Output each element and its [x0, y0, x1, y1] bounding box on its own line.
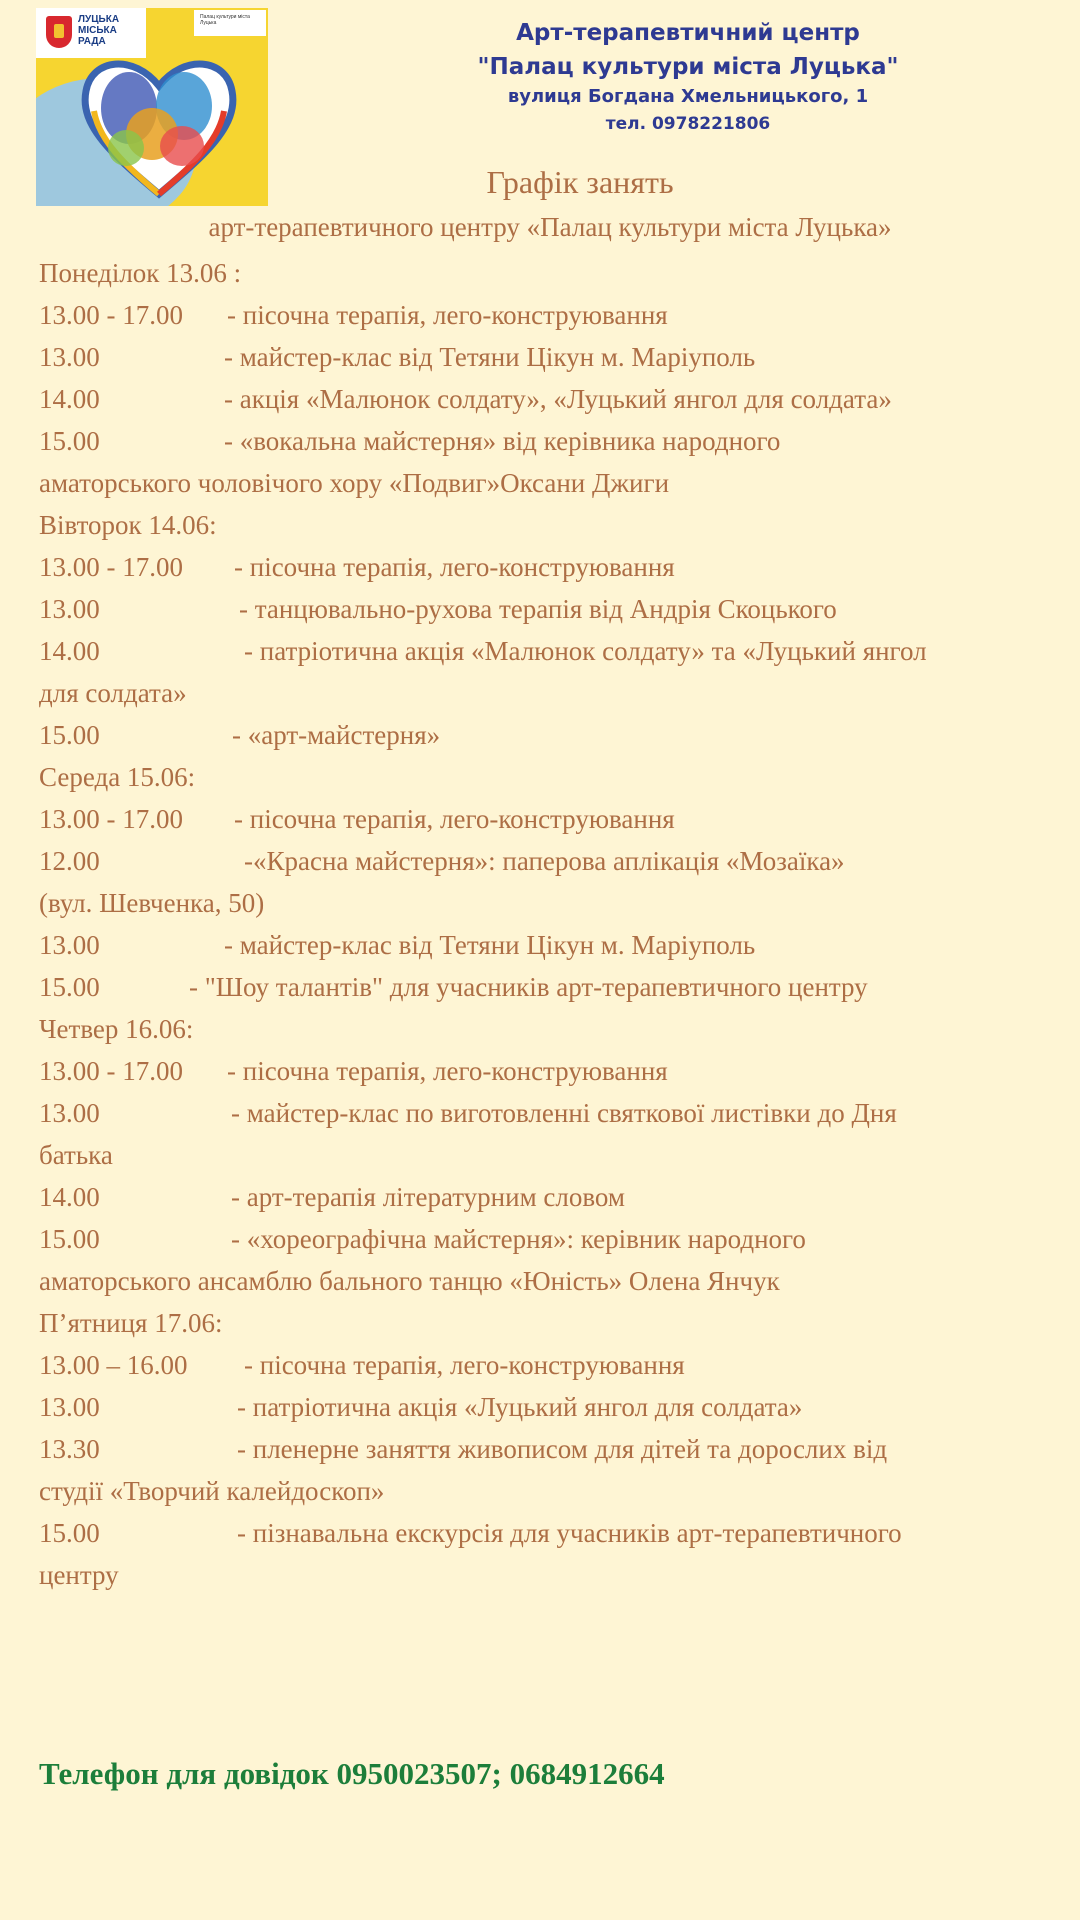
schedule-desc-continued: батька	[39, 1140, 113, 1170]
schedule-desc: - «вокальна майстерня» від керівника народного	[224, 426, 781, 456]
schedule-time: 13.00	[39, 1098, 100, 1128]
day-heading: П’ятниця 17.06:	[39, 1308, 223, 1338]
schedule-row	[39, 924, 1064, 966]
schedule-desc: - патріотична акція «Луцький янгол для солдата»	[237, 1392, 803, 1422]
schedule-time: 13.00 - 17.00	[39, 300, 183, 330]
schedule-desc: - пісочна терапія, лего-конструювання	[227, 300, 668, 330]
schedule-time: 13.00	[39, 342, 100, 372]
schedule-desc: - майстер-клас по виготовленні святкової листівки до Дня	[231, 1098, 897, 1128]
schedule-time: 15.00	[39, 426, 100, 456]
logo-palace-text: Палац культури міста Луцька	[200, 14, 250, 26]
header-address: вулиця Богдана Хмельницького, 1	[507, 86, 869, 107]
schedule-desc-continued: центру	[39, 1560, 119, 1590]
schedule-time: 14.00	[39, 636, 100, 666]
header-phone: тел. 0978221806	[605, 114, 771, 134]
schedule-time: 13.30	[39, 1434, 100, 1464]
schedule-time: 13.00 - 17.00	[39, 804, 183, 834]
day-heading: Середа 15.06:	[39, 762, 196, 792]
day-heading: Вівторок 14.06:	[39, 510, 217, 540]
schedule-row	[39, 714, 1064, 756]
schedule-row	[39, 378, 1064, 420]
schedule-row	[39, 1176, 1064, 1218]
day-heading: Понеділок 13.06 :	[39, 258, 242, 288]
schedule-desc: - "Шоу талантів" для учасників арт-терапевтичного центру	[189, 972, 868, 1002]
schedule-time: 15.00	[39, 1518, 100, 1548]
schedule-desc: - пісочна терапія, лего-конструювання	[227, 1056, 668, 1086]
schedule-row	[39, 420, 1064, 462]
schedule-time: 15.00	[39, 720, 100, 750]
schedule-time: 12.00	[39, 846, 100, 876]
schedule-row	[39, 630, 1064, 672]
schedule-desc: - пленерне заняття живописом для дітей та дорослих від	[237, 1434, 888, 1464]
schedule-desc: - пісочна терапія, лего-конструювання	[244, 1350, 685, 1380]
schedule-row	[39, 1218, 1064, 1260]
schedule-desc: - «хореографічна майстерня»: керівник народного	[231, 1224, 806, 1254]
schedule-desc: - пізнавальна екскурсія для учасників арт-терапевтичного	[237, 1518, 902, 1548]
schedule-desc: - майстер-клас від Тетяни Цікун м. Маріуполь	[224, 342, 756, 372]
schedule-row	[39, 966, 1064, 1008]
schedule-time: 13.00	[39, 1392, 100, 1422]
schedule-desc-continued: студії «Творчий калейдоскоп»	[39, 1476, 385, 1506]
schedule-time: 13.00 - 17.00	[39, 552, 183, 582]
schedule	[39, 252, 1064, 1596]
schedule-row	[39, 1344, 1064, 1386]
schedule-row	[39, 1092, 1064, 1134]
schedule-time: 13.00 – 16.00	[39, 1350, 188, 1380]
schedule-row	[39, 336, 1064, 378]
schedule-time: 15.00	[39, 1224, 100, 1254]
schedule-desc: - патріотична акція «Малюнок солдату» та «Луцький янгол	[244, 636, 927, 666]
schedule-desc: - акція «Малюнок солдату», «Луцький янгол для солдата»	[224, 384, 892, 414]
schedule-desc-continued: (вул. Шевченка, 50)	[39, 888, 265, 918]
schedule-row	[39, 546, 1064, 588]
schedule-desc: - танцювально-рухова терапія від Андрія Скоцького	[239, 594, 837, 624]
schedule-desc: - пісочна терапія, лего-конструювання	[234, 552, 675, 582]
logo-council-text: ЛУЦЬКА МІСЬКА РАДА	[78, 14, 120, 47]
schedule-row	[39, 798, 1064, 840]
schedule-desc: - «арт-майстерня»	[232, 720, 441, 750]
header-line-1: Арт-терапевтичний центр	[516, 20, 860, 46]
page-subtitle: арт-терапевтичного центру «Палац культури міста Луцька»	[208, 212, 892, 242]
schedule-desc: -«Красна майстерня»: паперова аплікація «Мозаїка»	[244, 846, 845, 876]
city-crest-icon	[46, 16, 72, 48]
schedule-row	[39, 1386, 1064, 1428]
page-title: Графік занять	[486, 164, 674, 200]
schedule-row	[39, 1050, 1064, 1092]
schedule-time: 14.00	[39, 1182, 100, 1212]
schedule-desc: - пісочна терапія, лего-конструювання	[234, 804, 675, 834]
schedule-desc-continued: аматорського чоловічого хору «Подвиг»Оксани Джиги	[39, 468, 670, 498]
schedule-time: 14.00	[39, 384, 100, 414]
schedule-time: 13.00	[39, 930, 100, 960]
schedule-row	[39, 588, 1064, 630]
schedule-time: 13.00 - 17.00	[39, 1056, 183, 1086]
schedule-row	[39, 840, 1064, 882]
schedule-desc: - арт-терапія літературним словом	[231, 1182, 626, 1212]
schedule-row	[39, 1428, 1064, 1470]
header-line-2: "Палац культури міста Луцька"	[477, 54, 899, 80]
schedule-desc: - майстер-клас від Тетяни Цікун м. Маріуполь	[224, 930, 756, 960]
day-heading: Четвер 16.06:	[39, 1014, 194, 1044]
schedule-desc-continued: для солдата»	[39, 678, 187, 708]
info-phone: Телефон для довідок 0950023507; 0684912664	[39, 1756, 665, 1791]
schedule-row	[39, 1512, 1064, 1554]
schedule-row	[39, 294, 1064, 336]
schedule-desc-continued: аматорського ансамблю бального танцю «Юність» Олена Янчук	[39, 1266, 780, 1296]
schedule-time: 13.00	[39, 594, 100, 624]
schedule-time: 15.00	[39, 972, 100, 1002]
